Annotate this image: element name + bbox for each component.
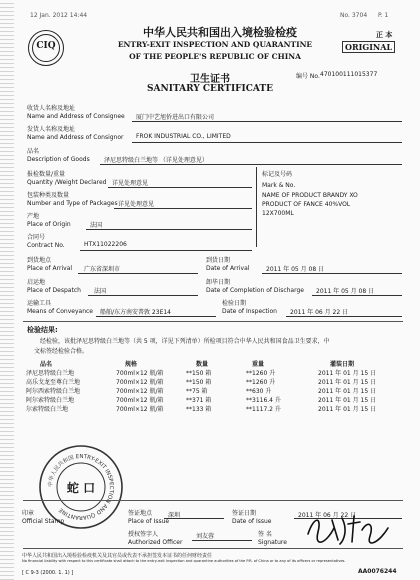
row-spec: 700ml×12 瓶/箱 [116,406,164,413]
origin-value: 法国 [90,222,103,229]
signature-label-english: Signature [258,539,287,546]
seal-outer-text: 中华人民共和国 ENTRY-EXIT INSPECTION AND QUARANTINE [47,453,115,521]
fax-header-time: 12 Jan. 2012 14:44 [30,12,88,19]
issue-place-label-chinese: 签证地点 [128,510,153,517]
handwritten-signature [304,510,394,548]
certificate-title-english: SANITARY CERTIFICATE [147,84,273,94]
row-quantity: **150 箱 [186,379,212,386]
packages-label-chinese: 包装种类及数量 [27,192,70,199]
goods-label-chinese: 品名 [27,148,40,155]
packages-value: 详见处理意见 [118,201,155,208]
arrival-date-label-english: Date of Arrival [206,265,250,272]
row-fill-date: 2011 年 01 月 15 日 [318,406,377,413]
origin-label-english: Place of Origin [27,221,71,228]
issue-date-value: 2011 年 06 月 22 日 [298,512,357,519]
issue-date-label-chinese: 签证日期 [232,510,257,517]
signature-label-chinese: 签 名 [258,531,272,538]
certificate-title-chinese: 卫生证书 [190,74,230,85]
fax-header-number: No. 3704 [340,12,368,19]
row-weight: **1260 升 [246,370,276,377]
issue-place-value: 深圳 [168,512,181,519]
results-text-line1: 经检验，该批泽尼思特级白兰地等（共 5 项，详见下列清单）所检项目符合中华人民共和国食品卫生要求，中 [40,338,330,345]
fax-header-page: P. 1 [378,12,389,19]
discharge-date-value: 2011 年 05 月 08 日 [316,288,375,295]
origin-label-chinese: 产地 [27,213,40,220]
row-fill-date: 2011 年 01 月 15 日 [318,370,377,377]
title-english-line1: ENTRY-EXIT INSPECTION AND QUARANTINE [117,40,313,49]
contract-label-english: Contract No. [27,242,65,249]
marks-line-3: 12X700ML [262,210,294,217]
inspection-date-value: 2011 年 06 月 22 日 [290,309,349,316]
form-code: [ C 9-3 (2000. 1. 1) ] [22,570,74,576]
marks-line-1: NAME OF PRODUCT BRANDY XO [262,192,358,199]
row-quantity: **150 箱 [186,370,212,377]
consignor-label-english: Name and Address of Consignor [27,134,124,141]
issue-date-label-english: Date of Issue [232,518,272,525]
despatch-place-label-chinese: 启运地 [27,279,46,286]
inspection-date-label-english: Date of Inspection [222,308,277,315]
conveyance-label-english: Means of Conveyance [27,308,93,315]
discharge-date-label-chinese: 卸毕日期 [206,279,231,286]
row-weight: **3116.4 升 [246,397,281,404]
quantity-value: 详见处理意见 [112,180,149,187]
officer-label-english: Authorized Officer [128,539,183,546]
official-stamp-label-chinese: 印章 [22,510,35,517]
results-header-spec: 规格 [125,361,138,368]
certificate-number-label: 编号 No. [296,73,320,80]
consignee-label-chinese: 收货人名称及地址 [27,105,76,112]
ciq-logo [28,30,64,66]
row-product: 阿尔西索特级白兰地 [26,388,81,395]
row-product: 泽尼思特级白兰地 [26,370,75,377]
inspection-date-label-chinese: 检验日期 [222,300,247,307]
marks-label-chinese: 标记及号码 [262,171,293,178]
copy-label-chinese: 正 本 [376,31,393,39]
despatch-place-label-english: Place of Despatch [27,287,81,294]
row-quantity: **133 箱 [186,406,212,413]
quantity-label-chinese: 报检数量/重量 [27,171,66,178]
row-fill-date: 2011 年 01 月 15 日 [318,388,377,395]
copy-label-english: ORIGINAL [342,41,395,53]
row-weight: **630 升 [246,388,272,395]
results-text-line2: 文标签经检验合格。 [34,348,89,355]
row-fill-date: 2011 年 01 月 15 日 [318,379,377,386]
quantity-label-english: Quantity /Weight Declared [27,179,107,186]
results-header-name: 品名 [40,361,53,368]
row-product: 尔索特级白兰地 [26,406,69,413]
conveyance-value: 船舶/东方南安普敦 23E14 [100,309,171,316]
row-weight: **1117.2 升 [246,406,281,413]
row-quantity: **75 箱 [186,388,208,395]
discharge-date-label-english: Date of Completion of Discharge [206,287,304,294]
contract-value: HTX11022206 [84,241,127,248]
consignor-value: FROK INDUSTRIAL CO., LIMITED [136,133,231,140]
results-header-quantity: 数量 [196,361,209,368]
fax-edge-artifact [0,0,14,580]
row-spec: 700ml×12 瓶/箱 [116,397,164,404]
consignee-value: 厦门中艺旭侨进出口有限公司 [136,114,215,121]
seal-center-text: 蛇 口 [66,481,96,495]
issue-place-label-english: Place of Issue [128,518,170,525]
row-fill-date: 2011 年 01 月 15 日 [318,397,377,404]
packages-label-english: Number and Type of Packages [27,200,118,207]
row-spec: 700ml×12 瓶/箱 [116,388,164,395]
footer-english: No financial liability with respect to this certificate shall attach to the entry-exit inspection and quarantine authorities of the P.R. of China or to any of its officers or representatives. [22,559,346,563]
conveyance-label-chinese: 运输工具 [27,300,52,307]
despatch-place-value: 法国 [94,288,107,295]
results-label: 检验结果: [27,326,58,334]
row-product: 高乐戈龙至尊白兰地 [26,379,81,386]
footer-chinese: 中华人民共和国出入境检验检疫机关及其官员或代表不承担签发本证书的任何财经责任 [22,553,213,559]
marks-label-english: Mark & No. [262,182,296,189]
contract-label-chinese: 合同号 [27,234,46,241]
consignor-label-chinese: 发货人名称及地址 [27,126,76,133]
arrival-place-label-english: Place of Arrival [27,265,73,272]
row-quantity: **371 箱 [186,397,212,404]
goods-label-english: Description of Goods [27,156,90,163]
goods-value: 泽尼思特级白兰地等 （详见处理意见） [104,157,208,164]
row-weight: **1260 升 [246,379,276,386]
arrival-place-value: 广东省深圳市 [84,266,121,273]
marks-line-2: PRODUCT OF FANCE 40%VOL [262,201,351,208]
results-header-fill-date: 灌装日期 [330,361,355,368]
row-product: 阿尔索特级白兰地 [26,397,75,404]
row-spec: 700ml×12 瓶/箱 [116,379,164,386]
arrival-place-label-chinese: 到货地点 [27,257,52,264]
officer-label-chinese: 授权签字人 [128,531,159,538]
certificate-number: 470100111015377 [320,71,378,78]
ciq-logo-text: CIQ [36,41,56,51]
row-spec: 700ml×12 瓶/箱 [116,370,164,377]
officer-value: 刘友蓉 [196,533,215,540]
arrival-date-label-chinese: 到货日期 [206,257,231,264]
title-chinese: 中华人民共和国出入境检验检疫 [143,26,297,39]
consignee-label-english: Name and Address of Consignee [27,113,125,120]
official-stamp-label-english: Official Stamp [22,518,65,525]
title-english-line2: OF THE PEOPLE'S REPUBLIC OF CHINA [129,52,301,61]
results-header-weight: 重量 [252,361,265,368]
arrival-date-value: 2011 年 05 月 08 日 [266,266,325,273]
serial-number: AA0076244 [358,568,397,575]
